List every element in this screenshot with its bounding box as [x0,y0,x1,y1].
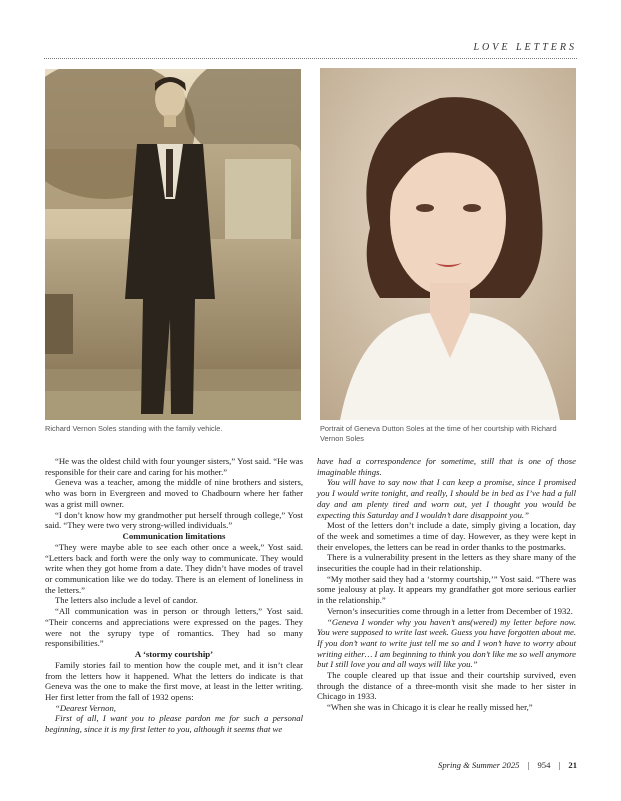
letter-quote: You will have to say now that I can keep a promise, since I promised you I would write tonight, and really, I should be in bed as I’ve had a full day and am plenty tired and worn out, yet I thought you would be expecting this Saturday and I wouldn’t dare disappoint you.” [317,477,576,520]
paragraph: “When she was in Chicago it is clear he really missed her,” [327,702,533,713]
page-number: 21 [568,760,577,770]
paragraph: The letters also include a level of candor. [55,595,198,606]
photo-geneva-soles [320,68,576,420]
paragraph: Geneva was a teacher, among the middle of nine brothers and sisters, who was born in Evergreen and moved to Chadbourn where her father was a grist mill owner. [45,477,303,509]
left-text-column [45,456,303,735]
letter-quote: “Dearest Vernon, [55,702,116,713]
paragraph: The couple cleared up that issue and their courtship survived, even through the distance of a three-month visit she made to her sister in Chicago in 1933. [317,670,576,702]
right-text-column [317,456,576,713]
letter-quote: “Geneva I wonder why you haven’t ans(wered) my letter before now. You were supposed to write last week. Guess you have forgotten about me. If you don’t want to write just tell me so and I won’t have to worry about writing either… I am beginning to think you don’t like me so well anymore but I still love you and all ways will like you.” [317,616,576,670]
issue-name: Spring & Summer 2025 [438,760,520,770]
page-footer [438,760,577,770]
paragraph: “All communication was in person or through letters,” Yost said. “Their concerns and appreciations were expressed on the pages. They were not the syrupy type of romantics. They had so many responsibilities.” [45,606,303,649]
paragraph: “My mother said they had a ‘stormy courtship,’” Yost said. “There was some jealousy at play. It appears my grandfather got more serious earlier in the relationship.” [317,573,576,606]
paragraph: “They were maybe able to see each other once a week,” Yost said. “Letters back and forth were the only way to communicate. They would write when they got home from a date. They didn’t have modes of travel or communication like we do today. There is an element of loneliness in the letters.” [45,541,303,595]
photo-richard-soles-image [45,69,301,420]
section-title: LOVE LETTERS [473,42,577,53]
footer-separator: | [558,760,561,770]
paragraph: “I don’t know how my grandmother put herself through college,” Yost said. “They were two very strong-willed individuals.” [45,509,303,531]
caption-left: Richard Vernon Soles standing with the family vehicle. [45,424,223,433]
letter-quote: have had a correspondence for sometime, still that is one of those imaginable things. [317,456,576,477]
photo-geneva-soles-image [320,68,576,420]
letter-quote: First of all, I want you to please pardon me for such a personal beginning, since it is my first letter to you, although it seems that we [45,713,303,735]
subheading: Communication limitations [122,530,226,541]
subheading: A ‘stormy courtship’ [134,648,214,659]
photo-richard-soles [45,69,301,420]
paragraph: Family stories fail to mention how the couple met, and it isn’t clear from the letters how it happened. What the letters do indicate is that Geneva was the one to make the first move, at least in the letter writing. Her first letter from the fall of 1932 opens: [45,659,303,703]
footer-separator: | [527,760,530,770]
paragraph: Most of the letters don’t include a date, simply giving a location, day of the week and sometimes a time of day. However, as they were kept in their envelopes, the letters can be read in order thanks to the postmarks. [317,520,576,552]
volume-number: 954 [537,760,551,770]
paragraph: “He was the oldest child with four younger sisters,” Yost said. “He was responsible for their care and caring for his mother.” [45,456,303,477]
paragraph: There is a vulnerability present in the letters as they share many of the insecurities the couple had in their relationship. [317,552,576,574]
paragraph: Vernon’s insecurities come through in a letter from December of 1932. [327,605,573,616]
caption-right: Portrait of Geneva Dutton Soles at the time of her courtship with Richard Vernon Soles [320,424,557,443]
header-divider [44,58,577,59]
